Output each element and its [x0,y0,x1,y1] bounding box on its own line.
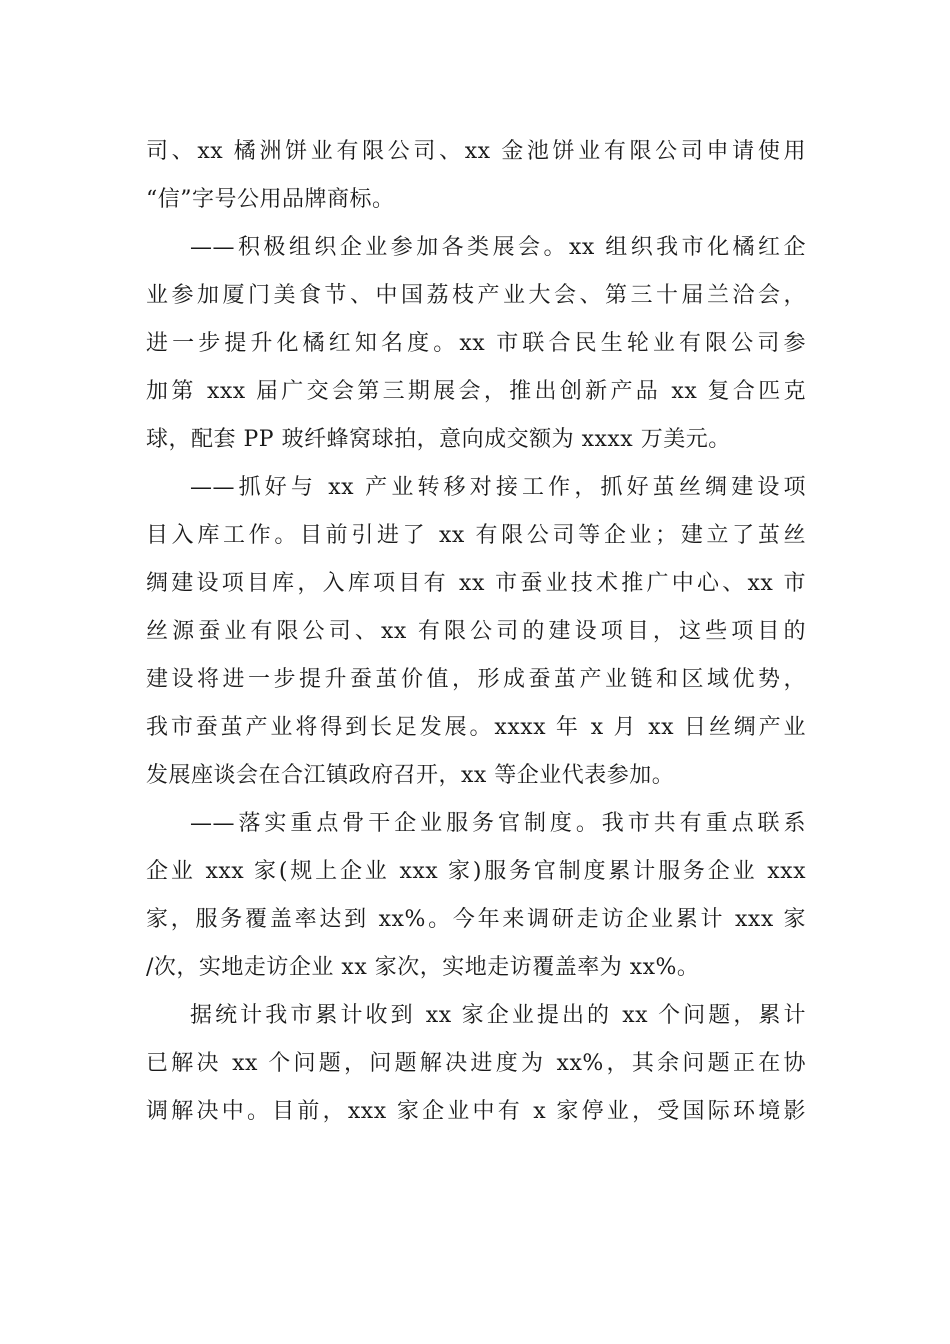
text-line: 司、xx 橘洲饼业有限公司、xx 金池饼业有限公司申请使用 [146,139,806,164]
text-line: ——积极组织企业参加各类展会。xx 组织我市化橘红企 [190,235,806,260]
text-line: 调解决中。目前，xxx 家企业中有 x 家停业，受国际环境影 [146,1099,806,1124]
text-line: 进一步提升化橘红知名度。xx 市联合民生轮业有限公司参 [146,331,806,356]
text-line: 据统计我市累计收到 xx 家企业提出的 xx 个问题，累计 [190,1003,806,1028]
text-line: “信”字号公用品牌商标。 [146,187,395,212]
text-line: 发展座谈会在合江镇政府召开，xx 等企业代表参加。 [146,763,675,788]
text-line: /次，实地走访企业 xx 家次，实地走访覆盖率为 xx%。 [146,955,700,980]
text-line: 家，服务覆盖率达到 xx%。今年来调研走访企业累计 xxx 家 [146,907,806,932]
text-line: 绸建设项目库，入库项目有 xx 市蚕业技术推广中心、xx 市 [146,571,806,596]
text-line: 业参加厦门美食节、中国荔枝产业大会、第三十届兰洽会， [146,283,806,308]
text-line: 建设将进一步提升蚕茧价值，形成蚕茧产业链和区域优势， [146,667,806,692]
text-line: 我市蚕茧产业将得到长足发展。xxxx 年 x 月 xx 日丝绸产业 [146,715,806,740]
text-line: 企业 xxx 家(规上企业 xxx 家)服务官制度累计服务企业 xxx [146,859,806,884]
text-line: ——抓好与 xx 产业转移对接工作，抓好茧丝绸建设项 [190,475,806,500]
text-line: 球，配套 PP 玻纤蜂窝球拍，意向成交额为 xxxx 万美元。 [146,427,731,452]
text-line: 加第 xxx 届广交会第三期展会，推出创新产品 xx 复合匹克 [146,379,806,404]
text-line: 目入库工作。目前引进了 xx 有限公司等企业；建立了茧丝 [146,523,806,548]
text-line: 丝源蚕业有限公司、xx 有限公司的建设项目，这些项目的 [146,619,806,644]
text-line: ——落实重点骨干企业服务官制度。我市共有重点联系 [190,811,806,836]
text-line: 已解决 xx 个问题，问题解决进度为 xx%，其余问题正在协 [146,1051,806,1076]
body-text [146,128,806,1136]
